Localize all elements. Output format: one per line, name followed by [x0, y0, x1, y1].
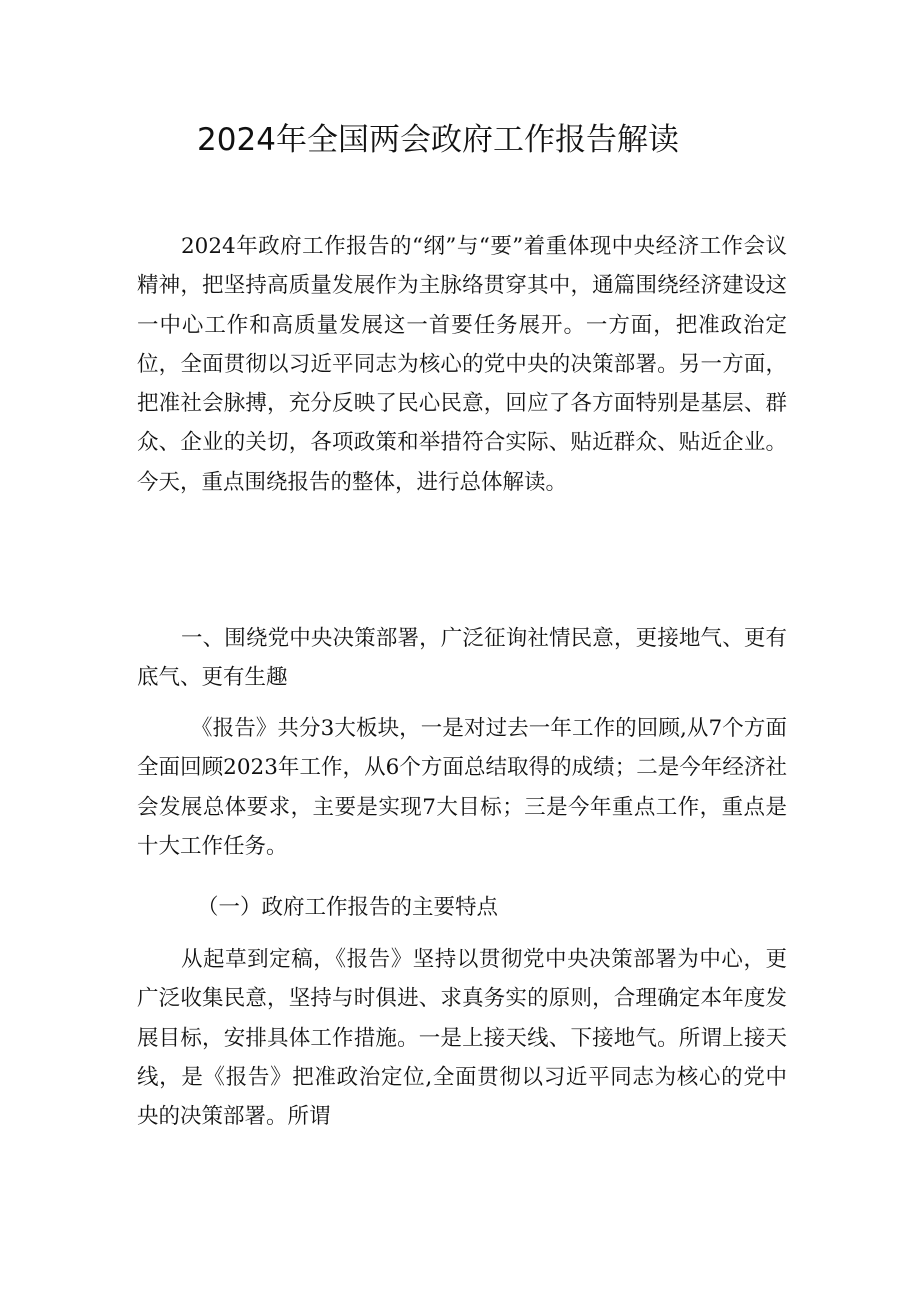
drafting-paragraph: 从起草到定稿，《报告》坚持以贯彻党中央决策部署为中心，更广泛收集民意，坚持与时俱进、求真务实的原则，合理确定本年度发展目标，安排具体工作措施。一是上接天线、下接地气。所谓上接天线，是《报告》把准政治定位,全面贯彻以习近平同志为核心的党中央的决策部署。所谓: [137, 947, 787, 1130]
structure-paragraph: 《报告》共分3大板块，一是对过去一年工作的回顾,从7个方面全面回顾2023年工作，从6个方面总结取得的成绩；二是今年经济社会发展总体要求，主要是实现7大目标；三是今年重点工作，重点是十大工作任务。: [137, 716, 787, 859]
subsection-heading-one: （一）政府工作报告的主要特点: [197, 895, 499, 920]
section-heading-one: 一、围绕党中央决策部署，广泛征询社情民意，更接地气、更有底气、更有生趣: [137, 626, 787, 691]
intro-paragraph: 2024年政府工作报告的“纲”与“要”着重体现中央经济工作会议精神，把坚持高质量发展作为主脉络贯穿其中，通篇围绕经济建设这一中心工作和高质量发展这一首要任务展开。一方面，把准政治定位，全面贯彻以习近平同志为核心的党中央的决策部署。另一方面，把准社会脉搏，充分反映了民心民意，回应了各方面特别是基层、群众、企业的关切，各项政策和举措符合实际、贴近群众、贴近企业。今天，重点围绕报告的整体，进行总体解读。: [137, 234, 787, 495]
document-title: 2024年全国两会政府工作报告解读: [197, 122, 679, 158]
